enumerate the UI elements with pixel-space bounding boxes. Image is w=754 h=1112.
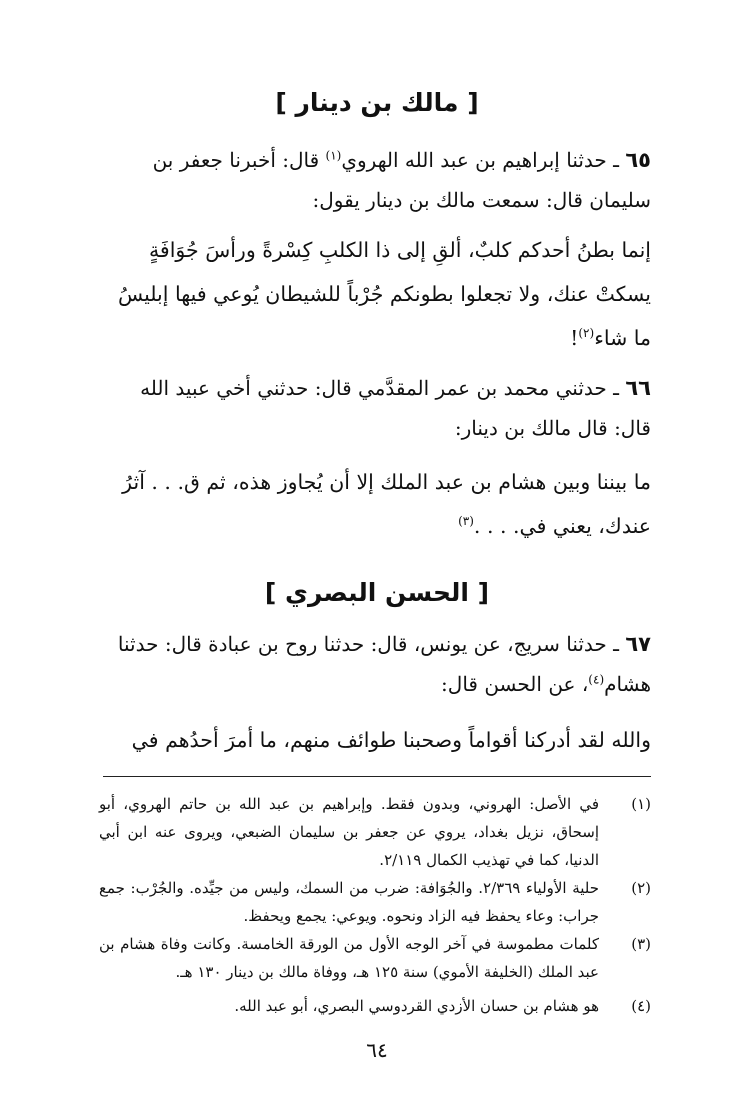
narration-text: ـ حدثنا سريج، عن يونس، قال: حدثنا روح بن عبادة قال: حدثنا هشام [117, 632, 651, 696]
footnote-number: (٢) [631, 879, 651, 897]
narration-65 [99, 140, 651, 220]
footnote-ref: (٢) [578, 326, 595, 341]
quote-65 [99, 228, 651, 360]
footnote-2 [99, 874, 651, 930]
footnote-text: في الأصل: الهروني، وبدون فقط. وإبراهيم بن عبد الله بن حاتم الهروي، أبو إسحاق، نزيل بغداد، يروي عن جعفر بن سليمان الضبعي، ويروى عنه ابن أبي الدنيا، كما في تهذيب الكمال ٢/١١٩. [99, 795, 599, 869]
quote-text: ما بيننا وبين هشام بن عبد الملك إلا أن يُجاوز هذه، ثم ق. . . آثرُ عندك، يعني في. . . . [122, 470, 651, 538]
quote-text: إنما بطنُ أحدكم كلبٌ، ألقِ إلى ذا الكلبِ كِسْرةً ورأسَ جُوَافَةٍ يسكتْ عنك، ولا تجعلوا بطونكم جُرْباً للشيطان يُوعي فيها إبليسُ ما شاء [117, 238, 651, 350]
narration-text: ، عن الحسن قال: [441, 672, 589, 696]
footnote-ref: (٤) [588, 672, 605, 687]
footnote-text: هو هشام بن حسان الأزدي القردوسي البصري، أبو عبد الله. [234, 997, 599, 1015]
footnote-ref: (٣) [458, 514, 474, 529]
narration-text: قال: أخبرنا جعفر بن سليمان قال: سمعت مالك بن دينار يقول: [152, 148, 651, 212]
footnote-text: حلية الأولياء ٢/٣٦٩. والجُوَافة: ضرب من السمك، وليس من جيِّده. والجُرْب: جمع جراب: وعاء يحفظ فيه الزاد ونحوه. ويوعي: يجمع ويحفظ. [99, 879, 599, 925]
quote-67 [99, 718, 651, 762]
quote-66 [99, 460, 651, 548]
footnote-ref: (١) [325, 148, 342, 163]
quote-text: ! [570, 326, 579, 350]
narration-number: ٦٧ [625, 632, 651, 656]
footnote-number: (١) [631, 795, 651, 813]
page-number: ٦٤ [366, 1038, 388, 1062]
narration-number: ٦٦ [625, 376, 651, 400]
footnote-4 [99, 992, 651, 1020]
narration-number: ٦٥ [625, 148, 651, 172]
section-heading-hasan: [ الحسن البصري ] [264, 578, 490, 607]
section-heading-malik: [ مالك بن دينار ] [275, 88, 479, 117]
footnote-1 [99, 790, 651, 874]
footnote-text: كلمات مطموسة في آخر الوجه الأول من الورقة الخامسة. وكانت وفاة هشام بن عبد الملك (الخليفة الأموي) سنة ١٢٥ هـ، ووفاة مالك بن دينار ١٣٠ هـ. [99, 935, 599, 981]
narration-66 [99, 368, 651, 448]
narration-text: ـ حدثني محمد بن عمر المقدَّمي قال: حدثني أخي عبيد الله قال: قال مالك بن دينار: [140, 376, 651, 440]
quote-text: والله لقد أدركنا أقواماً وصحبنا طوائف منهم، ما أمرَ أحدُهم في [131, 728, 651, 752]
footnote-number: (٤) [631, 997, 651, 1015]
footnote-3 [99, 930, 651, 986]
narration-67 [99, 624, 651, 704]
footnote-divider [103, 776, 651, 777]
narration-text: ـ حدثنا إبراهيم بن عبد الله الهروي [341, 148, 626, 172]
footnote-number: (٣) [631, 935, 651, 953]
